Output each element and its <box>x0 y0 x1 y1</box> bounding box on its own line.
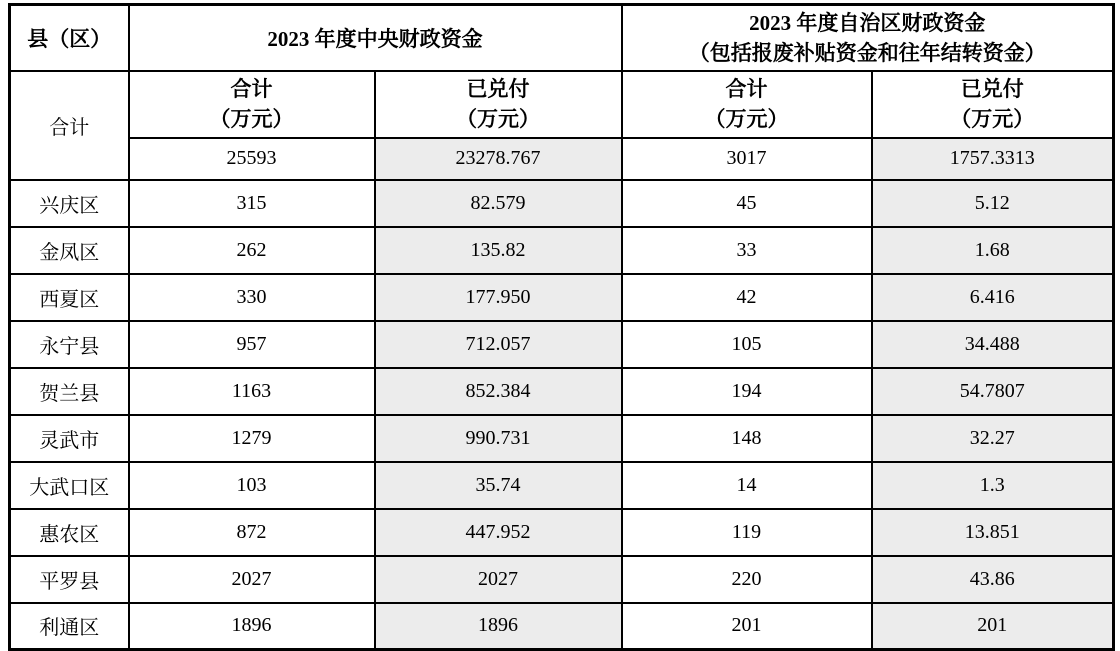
cell-central-total: 957 <box>129 321 375 368</box>
table-row <box>10 462 1114 509</box>
header-county: 县（区） <box>10 5 129 71</box>
cell-county: 灵武市 <box>10 415 129 462</box>
unit-label: （万元） <box>950 107 1035 131</box>
cell-central-paid: 135.82 <box>375 227 622 274</box>
cell-county: 贺兰县 <box>10 368 129 415</box>
cell-county: 兴庆区 <box>10 180 129 227</box>
cell-county: 利通区 <box>10 603 129 650</box>
cell-regional-paid: 13.851 <box>872 509 1114 556</box>
totals-row <box>10 138 1114 180</box>
cell-central-paid: 2027 <box>375 556 622 603</box>
cell-regional-paid: 43.86 <box>872 556 1114 603</box>
cell-central-paid: 35.74 <box>375 462 622 509</box>
cell-regional-total-sum: 3017 <box>622 138 872 180</box>
cell-central-paid: 82.579 <box>375 180 622 227</box>
cell-county: 大武口区 <box>10 462 129 509</box>
header-central-paid <box>375 71 622 138</box>
header-regional-subtotal <box>622 71 872 138</box>
table-row <box>10 603 1114 650</box>
header-row-1 <box>10 5 1114 71</box>
cell-regional-paid: 32.27 <box>872 415 1114 462</box>
cell-regional-total: 42 <box>622 274 872 321</box>
table-row <box>10 509 1114 556</box>
total-row-label: 合计 <box>10 71 129 180</box>
cell-regional-paid: 34.488 <box>872 321 1114 368</box>
cell-central-total: 2027 <box>129 556 375 603</box>
table-row <box>10 368 1114 415</box>
table-row <box>10 227 1114 274</box>
cell-regional-total: 148 <box>622 415 872 462</box>
header-row-2 <box>10 71 1114 138</box>
cell-central-total: 315 <box>129 180 375 227</box>
cell-central-total: 872 <box>129 509 375 556</box>
cell-central-total-sum: 25593 <box>129 138 375 180</box>
cell-regional-paid-sum: 1757.3313 <box>872 138 1114 180</box>
cell-regional-total: 45 <box>622 180 872 227</box>
cell-central-paid: 177.950 <box>375 274 622 321</box>
header-central-subtotal <box>129 71 375 138</box>
cell-county: 金凤区 <box>10 227 129 274</box>
cell-central-paid-sum: 23278.767 <box>375 138 622 180</box>
table-row <box>10 415 1114 462</box>
paid-label: 已兑付 <box>466 77 530 101</box>
cell-central-total: 262 <box>129 227 375 274</box>
fiscal-funds-table <box>8 3 1115 651</box>
cell-regional-paid: 5.12 <box>872 180 1114 227</box>
header-regional-paid <box>872 71 1114 138</box>
cell-central-paid: 447.952 <box>375 509 622 556</box>
unit-label: （万元） <box>456 107 540 131</box>
cell-county: 永宁县 <box>10 321 129 368</box>
subtotal-label: 合计 <box>230 77 273 101</box>
table-row <box>10 274 1114 321</box>
paid-label: 已兑付 <box>960 77 1024 101</box>
header-regional-line1: 2023 年度自治区财政资金 <box>749 10 986 35</box>
cell-central-total: 330 <box>129 274 375 321</box>
cell-county: 惠农区 <box>10 509 129 556</box>
table-row <box>10 556 1114 603</box>
cell-regional-total: 14 <box>622 462 872 509</box>
cell-central-total: 103 <box>129 462 375 509</box>
cell-regional-paid: 6.416 <box>872 274 1114 321</box>
cell-central-total: 1279 <box>129 415 375 462</box>
table-row <box>10 180 1114 227</box>
cell-county: 平罗县 <box>10 556 129 603</box>
cell-regional-total: 105 <box>622 321 872 368</box>
header-regional-funds <box>622 5 1114 71</box>
header-central-funds: 2023 年度中央财政资金 <box>129 5 622 71</box>
header-regional-line2: （包括报废补贴资金和往年结转资金） <box>688 40 1046 65</box>
cell-county: 西夏区 <box>10 274 129 321</box>
cell-central-paid: 852.384 <box>375 368 622 415</box>
unit-label: （万元） <box>209 107 294 131</box>
cell-regional-paid: 1.68 <box>872 227 1114 274</box>
cell-central-total: 1163 <box>129 368 375 415</box>
table-row <box>10 321 1114 368</box>
cell-central-paid: 990.731 <box>375 415 622 462</box>
cell-regional-total: 220 <box>622 556 872 603</box>
unit-label: （万元） <box>704 107 789 131</box>
cell-regional-paid: 1.3 <box>872 462 1114 509</box>
cell-regional-total: 194 <box>622 368 872 415</box>
cell-regional-paid: 54.7807 <box>872 368 1114 415</box>
cell-central-paid: 1896 <box>375 603 622 650</box>
cell-central-total: 1896 <box>129 603 375 650</box>
cell-regional-total: 119 <box>622 509 872 556</box>
subtotal-label: 合计 <box>725 77 768 101</box>
cell-regional-total: 201 <box>622 603 872 650</box>
cell-regional-paid: 201 <box>872 603 1114 650</box>
cell-regional-total: 33 <box>622 227 872 274</box>
cell-central-paid: 712.057 <box>375 321 622 368</box>
